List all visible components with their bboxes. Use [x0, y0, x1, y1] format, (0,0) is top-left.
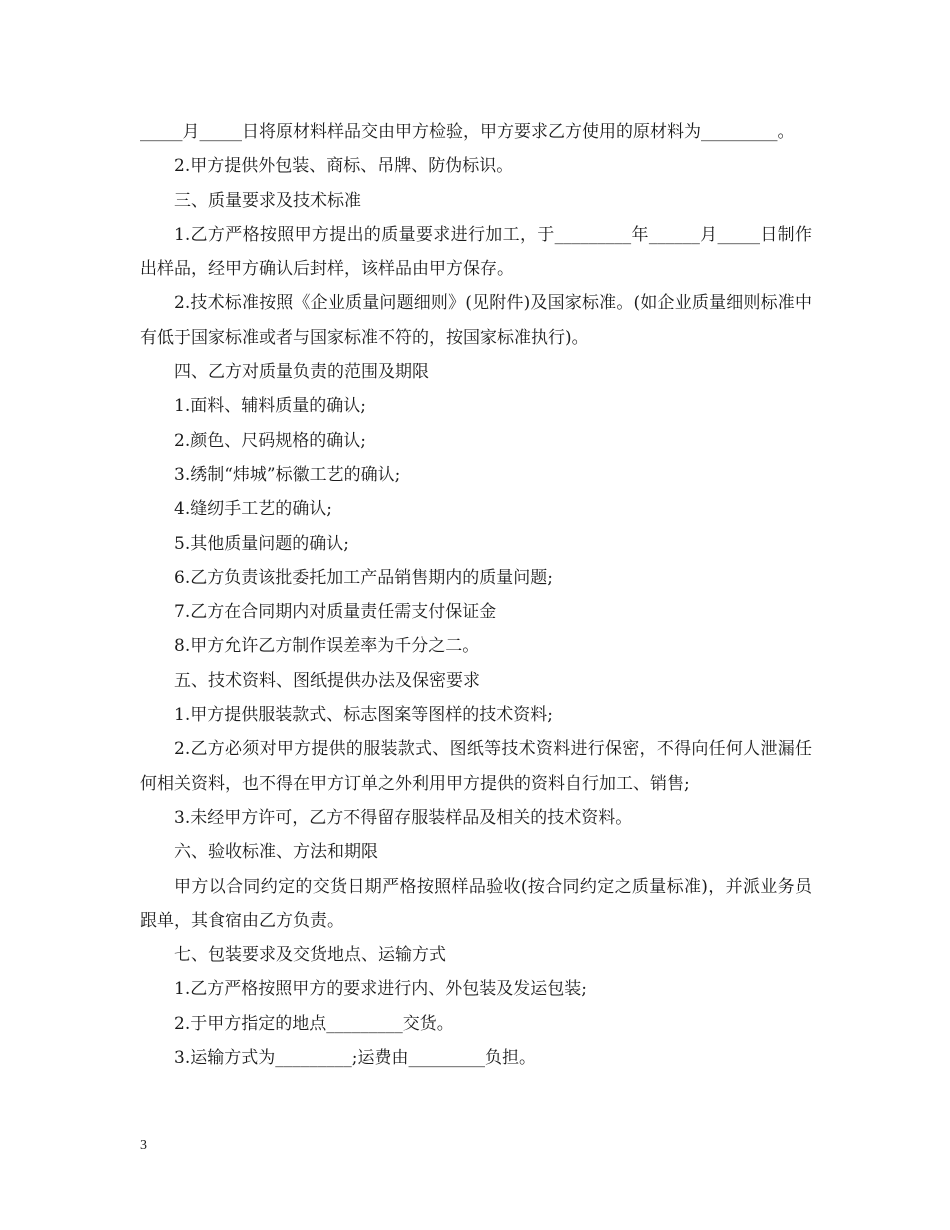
list-item: 2.颜色、尺码规格的确认;: [174, 430, 366, 451]
section-heading: 三、质量要求及技术标准: [174, 190, 361, 211]
list-item: 5.其他质量问题的确认;: [174, 533, 349, 554]
document-body: [140, 115, 812, 1075]
list-item: 4.缝纫手工艺的确认;: [174, 499, 332, 520]
list-item: 8.甲方允许乙方制作误差率为千分之二。: [174, 636, 480, 657]
section-heading: 七、包装要求及交货地点、运输方式: [174, 945, 446, 966]
paragraph: 2.甲方提供外包装、商标、吊牌、防伪标识。: [174, 156, 514, 177]
section-heading: 五、技术资料、图纸提供办法及保密要求: [174, 670, 480, 691]
list-item: 3.运输方式为_________;运费由_________负担。: [174, 1048, 536, 1069]
list-item: 1.面料、辅料质量的确认;: [174, 396, 366, 417]
page-number: 3: [140, 1138, 147, 1153]
paragraph: 2.技术标准按照《企业质量问题细则》(见附件)及国家标准。(如企业质量细则标准中有低于国家标准或者与国家标准不符的，按国家标准执行)。: [140, 293, 812, 348]
list-item: 3.未经甲方许可，乙方不得留存服装样品及相关的技术资料。: [174, 807, 633, 828]
list-item: 2.于甲方指定的地点_________交货。: [174, 1013, 454, 1034]
list-item: 2.乙方必须对甲方提供的服装款式、图纸等技术资料进行保密，不得向任何人泄漏任何相关资料，也不得在甲方订单之外利用甲方提供的资料自行加工、销售;: [140, 739, 812, 794]
section-heading: 六、验收标准、方法和期限: [174, 842, 378, 863]
paragraph: _____月_____日将原材料样品交由甲方检验，甲方要求乙方使用的原材料为_________。: [140, 122, 795, 142]
list-item: 6.乙方负责该批委托加工产品销售期内的质量问题;: [174, 567, 553, 588]
list-item: 3.绣制“炜城”标徽工艺的确认;: [174, 464, 401, 485]
list-item: 1.甲方提供服装款式、标志图案等图样的技术资料;: [174, 705, 553, 726]
section-heading: 四、乙方对质量负责的范围及期限: [174, 362, 429, 383]
list-item: 7.乙方在合同期内对质量责任需支付保证金: [174, 602, 497, 623]
list-item: 1.乙方严格按照甲方的要求进行内、外包装及发运包装;: [174, 979, 587, 1000]
paragraph: 1.乙方严格按照甲方提出的质量要求进行加工，于_________年______月_____日制作出样品，经甲方确认后封样，该样品由甲方保存。: [140, 224, 812, 280]
paragraph: 甲方以合同约定的交货日期严格按照样品验收(按合同约定之质量标准)，并派业务员跟单，其食宿由乙方负责。: [140, 876, 812, 931]
